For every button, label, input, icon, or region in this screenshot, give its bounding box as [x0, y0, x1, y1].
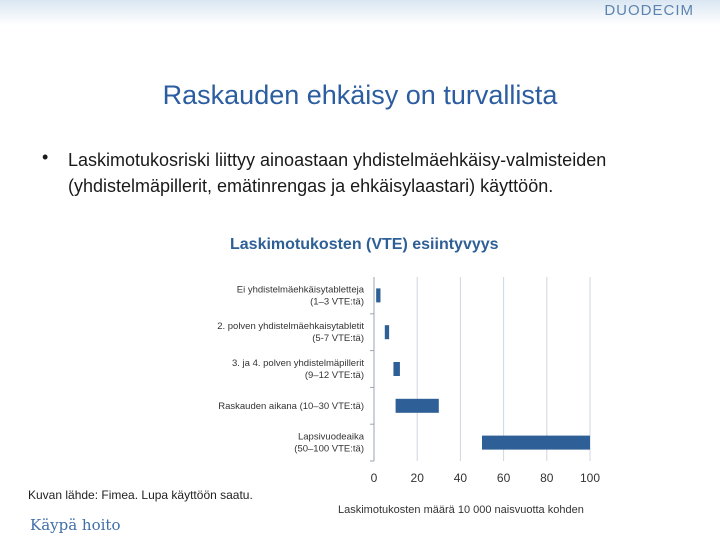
category-label: Ei yhdistelmäehkäisytabletteja [236, 284, 364, 296]
x-axis-label: Laskimotukosten määrä 10 000 naisvuotta kohden [338, 504, 584, 516]
category-label: 3. ja 4. polven yhdistelmäpillerit [231, 358, 364, 369]
x-tick-label: 0 [370, 471, 378, 485]
category-label: (9–12 VTE:tä) [304, 370, 364, 381]
bar [396, 399, 439, 413]
x-tick-label: 60 [496, 471, 511, 485]
bar [482, 436, 590, 450]
brand-logo: DUODECIM [604, 2, 694, 19]
kaypa-hoito-logo: Käypä hoito [30, 516, 121, 534]
bullet-marker: • [42, 147, 49, 167]
category-label: (1–3 VTE:tä) [310, 296, 364, 308]
category-label: (5-7 VTE:tä) [312, 333, 364, 345]
x-tick-label: 40 [453, 471, 468, 485]
bullet-text: Laskimotukosriski liittyy ainoastaan yhdistelmäehkäisy-valmisteiden (yhdistelmäpillerit, emätinrengas ja ehkäisylaastari) käyttöön. [68, 150, 607, 196]
vte-chart [170, 225, 620, 525]
x-tick-label: 80 [540, 471, 554, 485]
image-source-caption: Kuvan lähde: Fimea. Lupa käyttöön saatu. [28, 488, 253, 502]
category-label: Lapsivuodeaika [297, 431, 364, 443]
category-label: 2. polven yhdistelmäehkaisytabletit [217, 321, 364, 333]
slide-title: Raskauden ehkäisy on turvallista [162, 80, 558, 110]
category-label: (50–100 VTE:tä) [294, 443, 364, 455]
bar [393, 362, 399, 376]
bar [376, 288, 380, 302]
bar [385, 325, 389, 339]
category-label: Raskauden aikana (10–30 VTE:tä) [218, 400, 364, 412]
x-tick-label: 100 [579, 471, 601, 485]
chart-title: Laskimotukosten (VTE) esiintyvyys [230, 236, 499, 253]
x-tick-label: 20 [410, 471, 424, 485]
